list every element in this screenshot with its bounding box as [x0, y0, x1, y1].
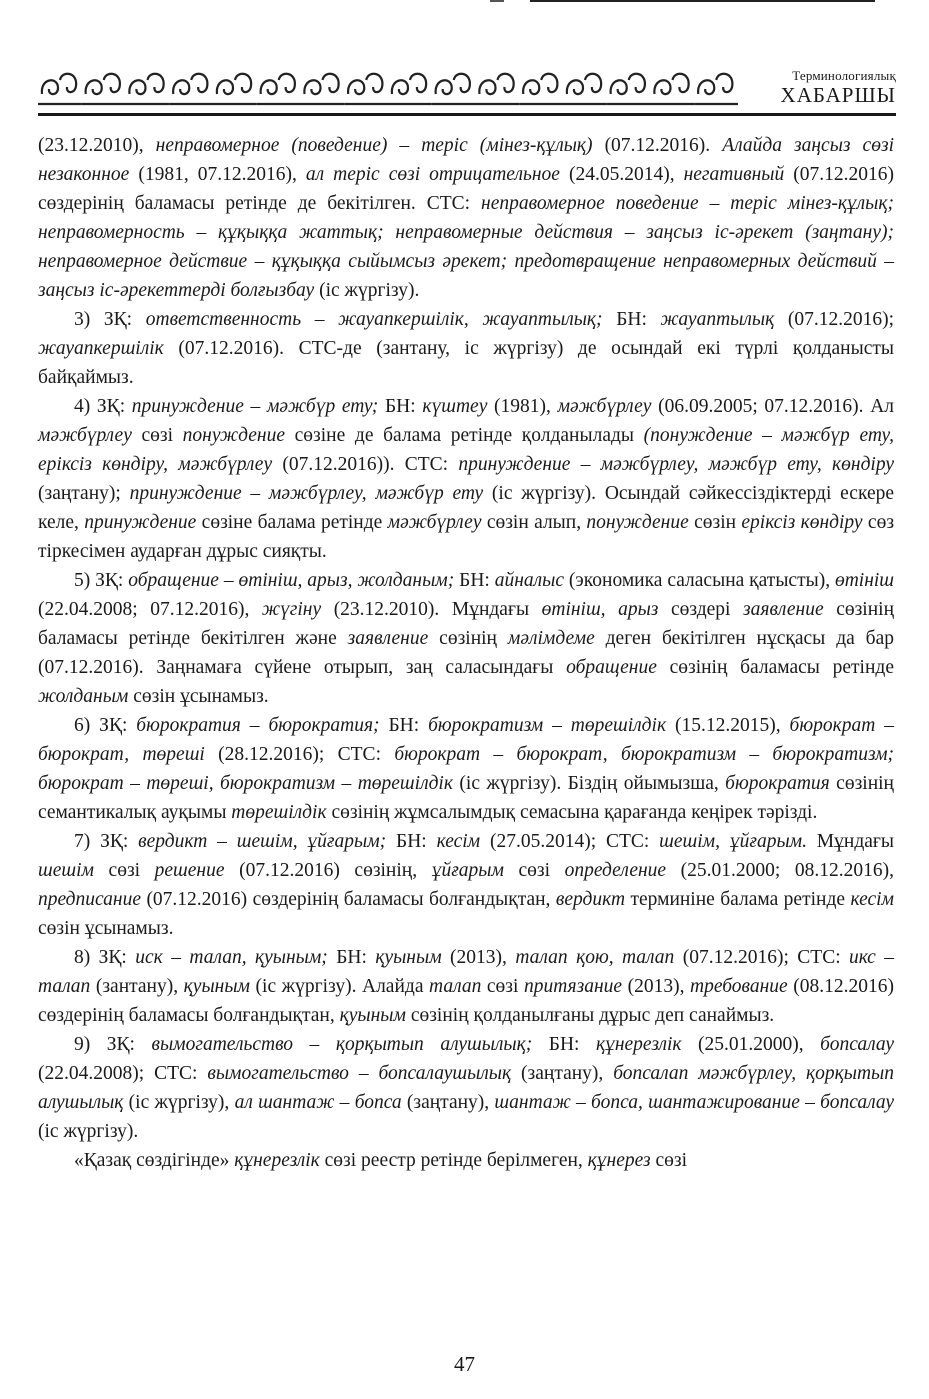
text-run: 4) ЗҚ: — [74, 396, 132, 417]
text-run: (іс жүргізу). Алайда — [249, 976, 430, 997]
text-run: БН: — [378, 396, 423, 417]
italic-term: принуждение – мәжбүр ету; — [131, 396, 379, 417]
italic-term: бюрократия — [725, 773, 830, 794]
text-run: (заңтану), — [511, 1063, 614, 1084]
text-run: сөзін алып, — [481, 512, 587, 533]
text-run: (22.04.2008; 07.12.2016), — [38, 599, 262, 620]
italic-term: вердикт – шешім, ұйғарым; — [138, 831, 387, 852]
text-run: (24.05.2014), — [559, 164, 684, 185]
italic-term: бопсалау — [820, 1034, 894, 1055]
text-run: (07.12.2016); СТС: — [674, 947, 850, 968]
text-run: (22.04.2008); СТС: — [38, 1063, 208, 1084]
text-run: сөзінің семантикалық ауқымы — [38, 773, 894, 823]
text-run: (іс жүргізу). Осындай сәйкессіздіктерді ескере келе, — [38, 483, 894, 533]
italic-term: қуыным — [339, 1005, 406, 1026]
text-run: (іс жүргізу), — [123, 1092, 235, 1113]
italic-term: бопсалап мәжбүрлеу, қорқытып алушылық — [38, 1063, 894, 1113]
text-run: (07.12.2016); — [774, 309, 895, 330]
text-run: БН: — [602, 309, 661, 330]
text-run: сөзінің баламасы ретінде — [656, 657, 894, 678]
italic-term: мәжбүрлеу — [387, 512, 482, 533]
text-run: (заңтану); — [38, 483, 130, 504]
italic-term: вымогательство – бопсалаушылық — [207, 1063, 512, 1084]
italic-term: талап қою, талап — [515, 947, 675, 968]
text-run: 9) ЗҚ: — [74, 1034, 152, 1055]
italic-term: талап — [429, 976, 482, 997]
italic-term: күштеу — [422, 396, 488, 417]
ornament-band-icon — [38, 64, 738, 110]
italic-term: ұйғарым — [431, 860, 504, 881]
italic-term: бюрократ – бюрократ, төреші — [38, 715, 894, 765]
text-run: (зантану), — [90, 976, 184, 997]
text-run: (28.12.2016); СТС: — [204, 744, 395, 765]
italic-term: неправомерное (поведение) – теріс (мінез-құлық) — [155, 135, 593, 156]
italic-term: қуыным — [183, 976, 250, 997]
text-run: (1981, 07.12.2016), — [129, 164, 306, 185]
italic-term: требование — [690, 976, 788, 997]
italic-term: жауаптылық — [660, 309, 775, 330]
text-run: сөзі — [93, 860, 155, 881]
text-run: (25.01.2000), — [681, 1034, 821, 1055]
text-run: сөзінің қолданылғаны дұрыс деп санаймыз. — [405, 1005, 775, 1026]
italic-term: неправомерное поведение – теріс мінез-құлық; неправомерность – құқыққа жаттық; неправомерные действия – заңсыз іс-әрекет (заңтану); неправомерное действие – құқыққа сыйымсыз әрекет; предотвращение неправомерных действий – заңсыз іс-әрекеттерді болғызбау — [38, 193, 895, 301]
text-run: 3) ЗҚ: — [74, 309, 146, 330]
journal-title-line2: ХАБАРШЫ — [780, 83, 896, 107]
paragraph — [38, 943, 894, 1030]
text-run: 5) ЗҚ: — [74, 570, 129, 591]
text-run: терминіне балама ретінде — [625, 889, 851, 910]
text-run: (экономика саласына қатысты), — [564, 570, 835, 591]
italic-term: жолданым — [38, 686, 129, 707]
italic-term: ал теріс сөзі отрицательное — [305, 164, 560, 185]
text-run: (23.12.2010), — [38, 135, 156, 156]
italic-term: негативный — [683, 164, 785, 185]
italic-term: притязание — [523, 976, 623, 997]
italic-term: мәжбүрлеу — [557, 396, 652, 417]
italic-term: икс – талап — [38, 947, 894, 997]
text-run: сөзіне де балама ретінде қолданылады — [285, 425, 644, 446]
text-run: (заңтану), — [401, 1092, 495, 1113]
italic-term: (понуждение – мәжбүр ету, еріксіз көндіру, мәжбүрлеу — [38, 425, 895, 475]
text-run: сөзінің — [428, 628, 508, 649]
paragraph — [38, 1030, 894, 1146]
text-run: (07.12.2016) сөздерінің баламасы болғандықтан, — [141, 889, 556, 910]
scan-mark — [490, 0, 504, 2]
journal-title-line1: Терминологиялық — [792, 68, 896, 83]
text-run: БН: — [327, 947, 376, 968]
italic-term: шешім, ұйғарым. — [659, 831, 807, 852]
text-run: (07.12.2016) сөзінің, — [224, 860, 432, 881]
text-run: БН: — [379, 715, 429, 736]
text-run: сөзі — [131, 425, 183, 446]
text-run: 7) ЗҚ: — [74, 831, 139, 852]
header-rule — [38, 113, 896, 116]
text-run: (23.12.2010). Мұндағы — [321, 599, 542, 620]
text-run: (07.12.2016). — [592, 135, 723, 156]
text-run: 6) ЗҚ: — [74, 715, 137, 736]
italic-term: кесім — [850, 889, 894, 910]
italic-term: заявление — [743, 599, 824, 620]
paragraph — [38, 305, 894, 392]
italic-term: шешім — [38, 860, 94, 881]
italic-term: вердикт — [555, 889, 626, 910]
text-run: сөзінің баламасы ретінде бекітілген және — [38, 599, 895, 649]
text-run: БН: — [386, 831, 437, 852]
text-run: (іс жүргізу). Біздің ойымызша, — [452, 773, 726, 794]
text-run: сөзі — [650, 1150, 688, 1171]
italic-term: төрешілдік — [231, 802, 327, 823]
italic-term: ал шантаж – бопса — [234, 1092, 402, 1113]
italic-term: принуждение – мәжбүрлеу, мәжбүр ету, көндіру — [458, 454, 894, 475]
italic-term: решение — [154, 860, 225, 881]
italic-term: обращение — [566, 657, 657, 678]
italic-term: мәлімдеме — [507, 628, 595, 649]
italic-term: кесім — [436, 831, 481, 852]
paragraph — [38, 566, 894, 711]
italic-term: қуыным — [375, 947, 442, 968]
text-run: «Қазақ сөздігінде» — [74, 1150, 235, 1171]
italic-term: обращение – өтініш, арыз, жолданым; — [128, 570, 455, 591]
text-run: (25.01.2000; 08.12.2016), — [666, 860, 894, 881]
text-run: (іс жүргізу). — [314, 280, 420, 301]
italic-term: заявление — [347, 628, 429, 649]
body-text — [38, 131, 894, 1175]
italic-term: понуждение — [182, 425, 285, 446]
text-run: (07.12.2016)). СТС: — [272, 454, 459, 475]
italic-term: ответственность – жауапкершілік, жауаптылық; — [145, 309, 603, 330]
paragraph — [38, 1146, 894, 1175]
text-run: (2013), — [441, 947, 516, 968]
text-run: (27.05.2014); СТС: — [480, 831, 660, 852]
text-run: (15.12.2015), — [666, 715, 790, 736]
text-run: (08.12.2016) сөздерінің баламасы болғандықтан, — [38, 976, 894, 1026]
paragraph — [38, 711, 894, 827]
text-run: сөзін ұсынамыз. — [128, 686, 269, 707]
italic-term: айналыс — [494, 570, 565, 591]
paragraph — [38, 392, 894, 566]
text-run: сөзін — [688, 512, 742, 533]
text-run: сөздері — [658, 599, 744, 620]
text-run: сөз тіркесімен аударған дұрыс сияқты. — [38, 512, 895, 562]
text-run: (07.12.2016) сөздерінің баламасы ретінде де бекітілген. СТС: — [38, 164, 894, 214]
italic-term: құнерез — [587, 1150, 651, 1171]
top-rule — [530, 0, 875, 2]
italic-term: вымогательство – қорқытып алушылық; — [151, 1034, 533, 1055]
italic-term: өтініш — [834, 570, 895, 591]
italic-term: құнерезлік — [234, 1150, 320, 1171]
text-run: (2013), — [622, 976, 690, 997]
italic-term: шантаж – бопса, шантажирование – бопсалау — [494, 1092, 894, 1113]
text-run: БН: — [532, 1034, 596, 1055]
italic-term: құнерезлік — [595, 1034, 682, 1055]
journal-title — [781, 68, 896, 106]
paragraph — [38, 827, 894, 943]
italic-term: определение — [564, 860, 667, 881]
italic-term: понуждение — [586, 512, 689, 533]
italic-term: еріксіз көндіру — [741, 512, 863, 533]
text-run: (іс жүргізу). — [38, 1121, 139, 1142]
running-header — [38, 62, 896, 112]
text-run: сөзін ұсынамыз. — [38, 918, 174, 939]
italic-term: жауапкершілік — [38, 338, 164, 359]
italic-term: принуждение — [84, 512, 197, 533]
italic-term: мәжбүрлеу — [38, 425, 132, 446]
italic-term: өтініш, арыз — [541, 599, 659, 620]
text-run: 8) ЗҚ: — [74, 947, 136, 968]
italic-term: принуждение – мәжбүрлеу, мәжбүр ету — [129, 483, 484, 504]
italic-term: Алайда заңсыз сөзі незаконное — [38, 135, 894, 185]
italic-term: бюрократизм – төрешілдік — [428, 715, 667, 736]
paragraph — [38, 131, 894, 305]
italic-term: предписание — [38, 889, 142, 910]
italic-term: иск – талап, қуыным; — [135, 947, 328, 968]
text-run: сөзіне балама ретінде — [196, 512, 388, 533]
italic-term: бюрократия – бюрократия; — [136, 715, 380, 736]
text-run: сөзінің жұмсалымдық семасына қарағанда кеңірек тәрізді. — [326, 802, 818, 823]
text-run: деген бекітілген нұсқасы да бар (07.12.2016). Заңнамаға сүйене отырып, заң саласындағы — [38, 628, 894, 678]
text-run: (1981), — [487, 396, 558, 417]
page-number: 47 — [454, 1352, 475, 1376]
text-run: (06.09.2005; 07.12.2016). Ал — [651, 396, 895, 417]
text-run: сөзі — [481, 976, 524, 997]
text-run: сөзі реестр ретінде берілмеген, — [319, 1150, 588, 1171]
italic-term: бюрократ – бюрократ, бюрократизм – бюрократизм; бюрократ – төреші, бюрократизм – төрешілдік — [38, 744, 895, 794]
text-run: БН: — [454, 570, 495, 591]
text-run: Мұндағы — [806, 831, 895, 852]
text-run: сөзі — [503, 860, 565, 881]
italic-term: жүгіну — [261, 599, 322, 620]
text-run: (07.12.2016). СТС-де (зантану, іс жүргізу) де осындай екі түрлі қолданысты байқаймыз. — [38, 338, 894, 388]
